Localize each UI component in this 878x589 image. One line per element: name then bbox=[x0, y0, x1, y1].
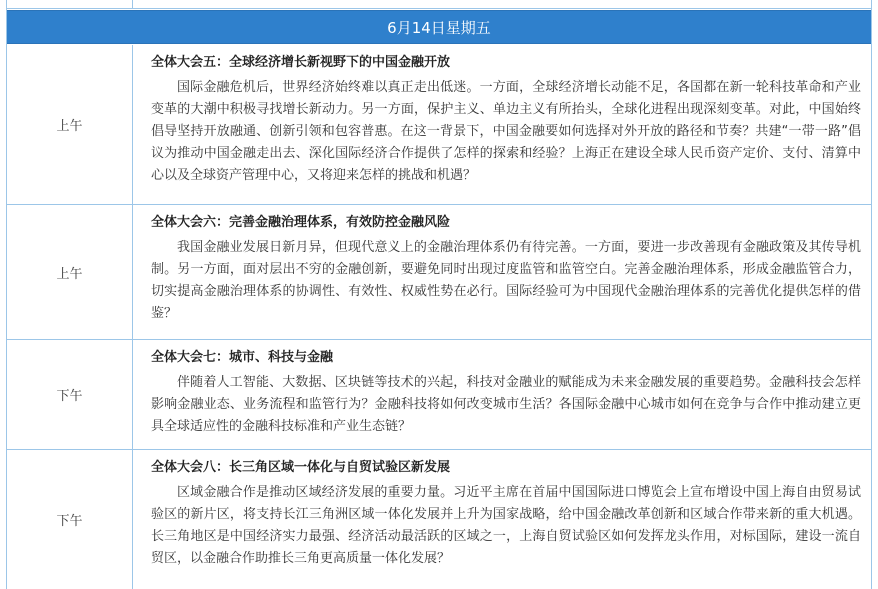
session-content bbox=[133, 340, 871, 449]
session-title: 全体大会八：长三角区域一体化与自贸试验区新发展 bbox=[151, 460, 451, 475]
session-title: 全体大会六：完善金融治理体系，有效防控金融风险 bbox=[151, 215, 451, 230]
session-row bbox=[7, 205, 871, 340]
session-description: 国际金融危机后，世界经济始终难以真正走出低迷。一方面，全球经济增长动能不足，各国都在新一轮科技革命和产业变革的大潮中积极寻找增长新动力。另一方面，保护主义、单边主义有所抬头，全球化进程出现深刻变革。对此，中国始终倡导坚持开放融通、创新引领和包容普惠。在这一背景下，中国金融要如何选择对外开放的路径和节奏？共建“一带一路”倡议为推动中国金融走出去、深化国际经济合作提供了怎样的探索和经验？上海正在建设全球人民币资产定价、支付、清算中心以及全球资产管理中心，又将迎来怎样的挑战和机遇？ bbox=[151, 80, 861, 183]
session-title: 全体大会五：全球经济增长新视野下的中国金融开放 bbox=[151, 55, 451, 70]
session-description: 伴随着人工智能、大数据、区块链等技术的兴起，科技对金融业的赋能成为未来金融发展的重要趋势。金融科技会怎样影响金融业态、业务流程和监管行为？金融科技将如何改变城市生活？各国际金融中心城市如何在竞争与合作中推动建立更具全球适应性的金融科技标准和产业生态链？ bbox=[151, 375, 861, 434]
session-content bbox=[133, 45, 871, 204]
session-description: 区域金融合作是推动区域经济发展的重要力量。习近平主席在首届中国国际进口博览会上宣布增设中国上海自由贸易试验区的新片区，将支持长江三角洲区域一体化发展并上升为国家战略，给中国金融改革创新和区域合作带来新的重大机遇。长三角地区是中国经济实力最强、经济活动最活跃的区域之一，上海自贸试验区如何发挥龙头作用，对标国际，建设一流自贸区，以金融合作助推长三角更高质量一体化发展？ bbox=[151, 485, 861, 566]
session-row bbox=[7, 45, 871, 205]
session-time: 上午 bbox=[7, 45, 133, 204]
previous-row-edge bbox=[7, 0, 871, 9]
session-content bbox=[133, 450, 871, 589]
session-title: 全体大会七：城市、科技与金融 bbox=[151, 350, 334, 365]
session-time: 上午 bbox=[7, 205, 133, 339]
session-time: 下午 bbox=[7, 340, 133, 449]
agenda-table bbox=[6, 0, 872, 589]
column-divider bbox=[132, 0, 133, 9]
session-row bbox=[7, 340, 871, 450]
session-time: 下午 bbox=[7, 450, 133, 589]
session-content bbox=[133, 205, 871, 339]
session-row bbox=[7, 450, 871, 589]
date-header: 6月14日星期五 bbox=[7, 10, 871, 44]
session-description: 我国金融业发展日新月异，但现代意义上的金融治理体系仍有待完善。一方面，要进一步改善现有金融政策及其传导机制。另一方面，面对层出不穷的金融创新，要避免同时出现过度监管和监管空白。完善金融治理体系，形成金融监管合力，切实提高金融治理体系的协调性、有效性、权威性势在必行。国际经验可为中国现代金融治理体系的完善优化提供怎样的借鉴？ bbox=[151, 240, 861, 321]
